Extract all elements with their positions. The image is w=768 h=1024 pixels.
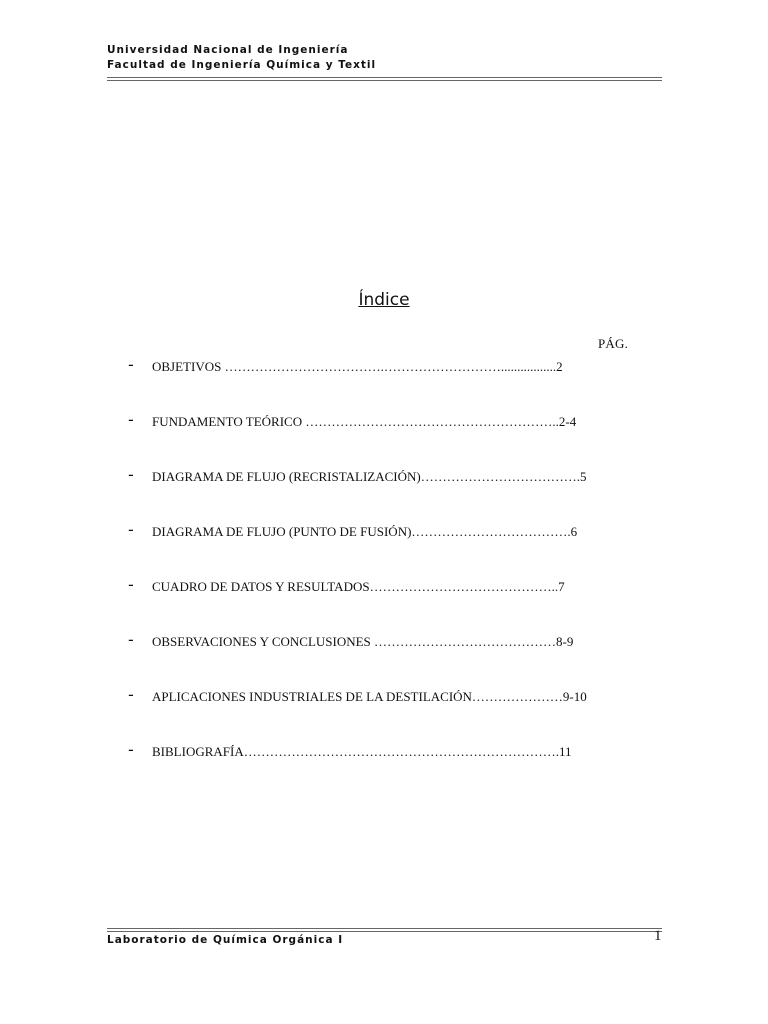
toc-entry-text: DIAGRAMA DE FLUJO (PUNTO DE FUSIÓN)……………………………….6 <box>152 524 578 539</box>
footer-course-name: Laboratorio de Química Orgánica I <box>107 934 344 946</box>
toc-entry-text: OBJETIVOS ……………………………….……………………….................2 <box>152 359 563 374</box>
toc-entry-text: FUNDAMENTO TEÓRICO …………………………………………………..2-4 <box>152 414 577 429</box>
toc-item <box>128 357 648 377</box>
header-divider <box>107 77 662 81</box>
toc-item <box>128 522 648 542</box>
toc-entry-text: OBSERVACIONES Y CONCLUSIONES ……………………………………8-9 <box>152 634 574 649</box>
toc-item <box>128 687 648 707</box>
bullet: - <box>128 410 134 429</box>
bullet: - <box>128 355 134 374</box>
toc-item <box>128 632 648 652</box>
toc-entry-text: BIBLIOGRAFÍA……………………………………………………………….11 <box>152 744 572 759</box>
bullet: - <box>128 740 134 759</box>
bullet: - <box>128 685 134 704</box>
toc-entry-text: APLICACIONES INDUSTRIALES DE LA DESTILACIÓN…………………9-10 <box>152 689 587 704</box>
bullet: - <box>128 575 134 594</box>
page-title: Índice <box>358 290 410 310</box>
bullet: - <box>128 520 134 539</box>
toc-entry-text: DIAGRAMA DE FLUJO (RECRISTALIZACIÓN)……………………………….5 <box>152 469 587 484</box>
university-name: Universidad Nacional de Ingeniería <box>107 44 349 56</box>
faculty-name: Facultad de Ingeniería Química y Textil <box>107 59 377 71</box>
document-header <box>107 43 662 73</box>
toc-item <box>128 742 648 762</box>
toc-entry-text: CUADRO DE DATOS Y RESULTADOS……………………………………..7 <box>152 579 565 594</box>
toc-item <box>128 467 648 487</box>
bullet: - <box>128 465 134 484</box>
page-column-label: PÁG. <box>598 336 629 351</box>
toc-item <box>128 577 648 597</box>
bullet: - <box>128 630 134 649</box>
toc-item <box>128 412 648 432</box>
page-number: 1 <box>654 928 662 944</box>
footer-divider <box>107 928 662 932</box>
